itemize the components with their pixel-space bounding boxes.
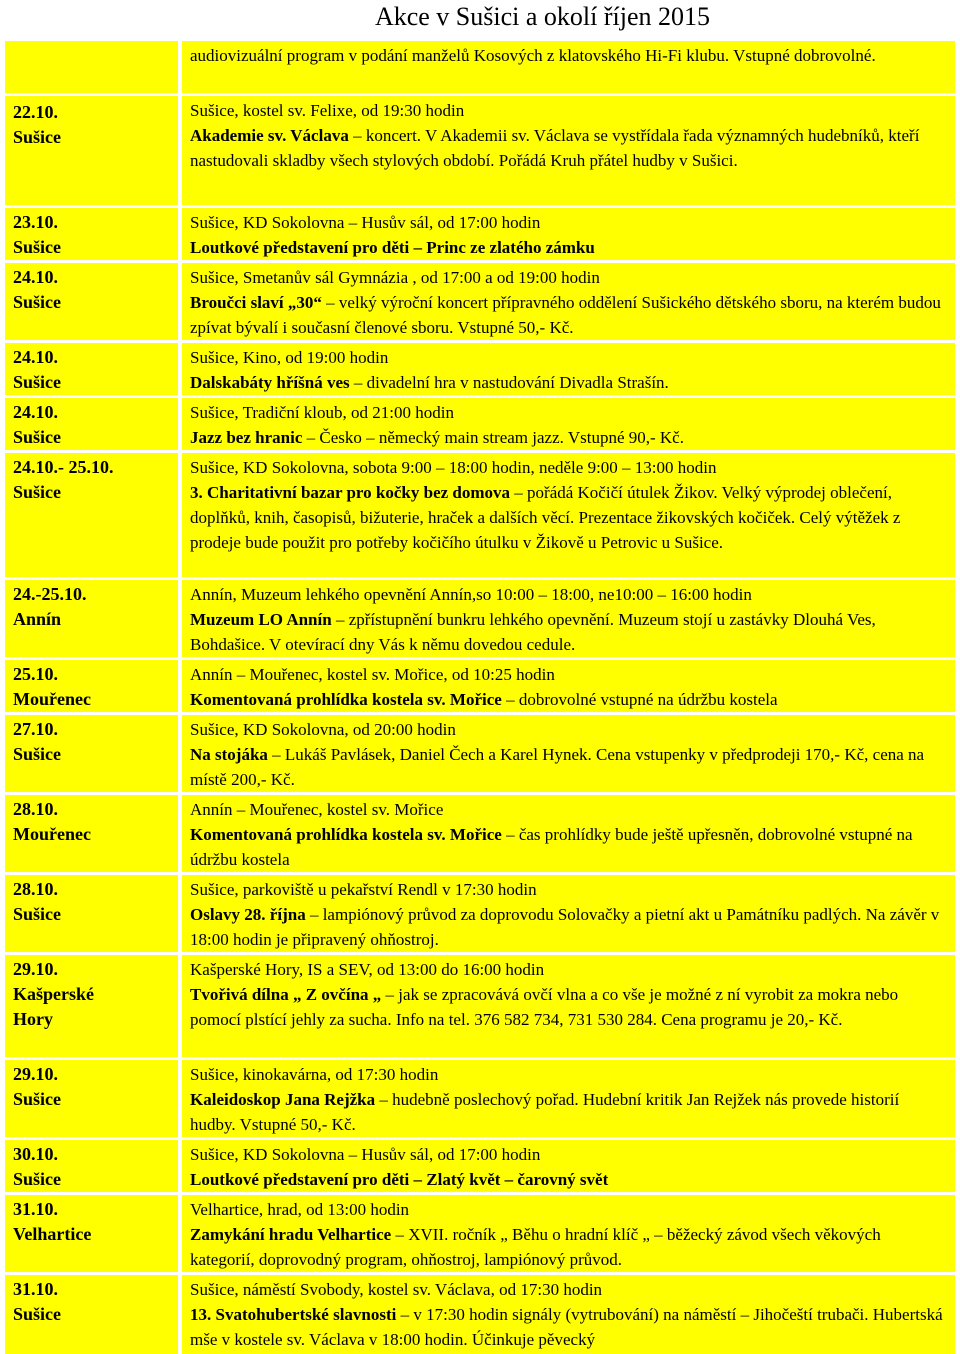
event-place: Sušice — [13, 237, 62, 257]
event-text — [190, 235, 949, 260]
event-place: Sušice — [13, 1169, 62, 1189]
event-text — [190, 1302, 949, 1352]
event-cell — [182, 715, 955, 792]
event-location: Kašperské Hory, IS a SEV, od 13:00 do 16:00 hodin — [190, 960, 545, 979]
date-cell — [5, 453, 178, 577]
date-cell — [5, 343, 178, 395]
table-row — [5, 795, 955, 872]
event-date: 22.10. — [13, 102, 58, 122]
event-date: 27.10. — [13, 719, 58, 739]
event-cell — [182, 1195, 955, 1272]
table-row — [5, 208, 955, 260]
table-row — [5, 715, 955, 792]
event-description: – pořádá Kočičí útulek Žikov. Velký výprodej oblečení, doplňků, knih, časopisů, bižuterie, hraček a dalších věcí. Prezentace žikovských kočiček. Celý výtěžek z prodeje bude použit pro potřeby kočičího útulku v Žikově u Petrovic u Sušice. — [190, 483, 901, 552]
event-cell — [182, 1275, 955, 1354]
event-title: 13. Svatohubertské slavnosti — [190, 1305, 397, 1324]
event-description: – velký výroční koncert přípravného oddělení Sušického dětského sboru, na kterém budou zpívat bývalí i současní členové sboru. Vstupné 50,- Kč. — [190, 293, 941, 337]
event-text — [190, 290, 949, 340]
table-row — [5, 96, 955, 205]
event-description: – Česko – německý main stream jazz. Vstupné 90,- Kč. — [302, 428, 684, 447]
event-description: – hudebně poslechový pořad. Hudební kritik Jan Rejžek nás provede historií hudby. Vstupné 50,- Kč. — [190, 1090, 900, 1134]
event-place: Mouřenec — [13, 824, 91, 844]
event-title: Tvořivá dílna „ Z ovčína „ — [190, 985, 382, 1004]
event-location: Sušice, Smetanův sál Gymnázia , od 17:00 a od 19:00 hodin — [190, 268, 600, 287]
table-row — [5, 1275, 955, 1354]
event-text — [190, 687, 949, 712]
event-date: 29.10. — [13, 959, 58, 979]
event-text — [190, 902, 949, 952]
event-description: – zpřístupnění bunkru lehkého opevnění. Muzeum stojí u zastávky Dlouhá Ves, Bohdašice. V otevírací dny Vás k němu dovedou cedule. — [190, 610, 876, 654]
event-title: Muzeum LO Annín — [190, 610, 332, 629]
event-location: Annín, Muzeum lehkého opevnění Annín,so 10:00 – 18:00, ne10:00 – 16:00 hodin — [190, 585, 752, 604]
event-cell — [182, 660, 955, 712]
event-place: Velhartice — [13, 1224, 92, 1244]
event-title: Oslavy 28. října — [190, 905, 306, 924]
table-row — [5, 1140, 955, 1192]
event-location: Sušice, KD Sokolovna, od 20:00 hodin — [190, 720, 456, 739]
event-text — [190, 742, 949, 792]
event-location: Annín – Mouřenec, kostel sv. Mořice — [190, 800, 444, 819]
table-row — [5, 1060, 955, 1137]
event-cell — [182, 208, 955, 260]
event-title: Akademie sv. Václava — [190, 126, 349, 145]
event-text — [190, 822, 949, 872]
event-cell — [182, 263, 955, 340]
event-title: Broučci slaví „30“ — [190, 293, 322, 312]
event-location: audiovizuální program v podání manželů Kosových z klatovského Hi-Fi klubu. Vstupné dobrovolné. — [190, 46, 876, 65]
event-cell — [182, 398, 955, 450]
event-text — [190, 123, 949, 173]
event-location: Sušice, KD Sokolovna, sobota 9:00 – 18:00 hodin, neděle 9:00 – 13:00 hodin — [190, 458, 717, 477]
event-location: Sušice, Tradiční kloub, od 21:00 hodin — [190, 403, 454, 422]
event-place: Kašperské Hory — [13, 984, 94, 1029]
event-location: Sušice, kostel sv. Felixe, od 19:30 hodin — [190, 101, 465, 120]
page-title: Akce v Sušici a okolí říjen 2015 — [374, 2, 710, 31]
table-row — [5, 343, 955, 395]
event-title: Komentovaná prohlídka kostela sv. Mořice — [190, 825, 502, 844]
event-text — [190, 425, 949, 450]
date-cell — [5, 1140, 178, 1192]
event-text — [190, 1222, 949, 1272]
event-date: 25.10. — [13, 664, 58, 684]
event-cell — [182, 795, 955, 872]
event-place: Sušice — [13, 292, 62, 312]
event-place: Annín — [13, 609, 62, 629]
event-text — [190, 1167, 949, 1192]
event-place: Sušice — [13, 744, 62, 764]
event-date: 30.10. — [13, 1144, 58, 1164]
event-description: – v 17:30 hodin signály (vytrubování) na náměstí – Jihočeští trubači. Hubertská mše v kostele sv. Václava v 18:00 hodin. Účinkuje pěvecký — [190, 1305, 943, 1349]
event-location: Sušice, náměstí Svobody, kostel sv. Václava, od 17:30 hodin — [190, 1280, 603, 1299]
table-row — [5, 660, 955, 712]
event-date: 24.10.- 25.10. — [13, 457, 114, 477]
event-title: Komentovaná prohlídka kostela sv. Mořice — [190, 690, 502, 709]
event-description: – dobrovolné vstupné na údržbu kostela — [501, 690, 778, 709]
event-cell — [182, 955, 955, 1057]
table-row — [5, 41, 955, 93]
event-location: Sušice, parkoviště u pekařství Rendl v 17:30 hodin — [190, 880, 537, 899]
date-cell — [5, 660, 178, 712]
event-title: Zamykání hradu Velhartice — [190, 1225, 392, 1244]
event-date: 24.10. — [13, 347, 58, 367]
event-place: Sušice — [13, 127, 62, 147]
event-cell — [182, 96, 955, 205]
date-cell — [5, 955, 178, 1057]
event-location: Sušice, Kino, od 19:00 hodin — [190, 348, 389, 367]
table-row — [5, 875, 955, 952]
table-row — [5, 453, 955, 577]
date-cell — [5, 96, 178, 205]
event-title: Loutkové představení pro děti – Zlatý květ – čarovný svět — [190, 1170, 609, 1189]
event-text — [190, 370, 949, 395]
event-date: 28.10. — [13, 799, 58, 819]
event-place: Sušice — [13, 1304, 62, 1324]
event-place: Sušice — [13, 1089, 62, 1109]
event-date: 24.10. — [13, 402, 58, 422]
event-title: Na stojáka — [190, 745, 268, 764]
event-title: Jazz bez hranic — [190, 428, 303, 447]
event-date: 28.10. — [13, 879, 58, 899]
event-cell — [182, 580, 955, 657]
date-cell — [5, 1060, 178, 1137]
table-row — [5, 398, 955, 450]
date-cell — [5, 580, 178, 657]
event-cell — [182, 343, 955, 395]
event-title: 3. Charitativní bazar pro kočky bez domova — [190, 483, 511, 502]
event-place: Mouřenec — [13, 689, 91, 709]
event-cell — [182, 875, 955, 952]
event-description: – jak se zpracovává ovčí vlna a co vše je možné z ní vyrobit za mokra nebo pomocí plstící jehly za sucha. Info na tel. 376 582 734, 731 530 284. Cena programu je 20,- Kč. — [190, 985, 899, 1029]
event-description: – XVII. ročník „ Běhu o hradní klíč „ – běžecký závod všech věkových kategorií, doprovodný program, ohňostroj, lampiónový průvod. — [190, 1225, 881, 1269]
date-cell — [5, 398, 178, 450]
event-description: – čas prohlídky bude ještě upřesněn, dobrovolné vstupné na údržbu kostela — [190, 825, 913, 869]
event-text — [190, 480, 949, 555]
event-description: – Lukáš Pavlásek, Daniel Čech a Karel Hynek. Cena vstupenky v předprodeji 170,- Kč, cena na místě 200,- Kč. — [190, 745, 925, 789]
event-location: Sušice, KD Sokolovna – Husův sál, od 17:00 hodin — [190, 1145, 541, 1164]
event-date: 23.10. — [13, 212, 58, 232]
event-cell — [182, 453, 955, 577]
event-text — [190, 982, 949, 1032]
date-cell — [5, 875, 178, 952]
date-cell — [5, 1275, 178, 1354]
event-description: – lampiónový průvod za doprovodu Solovačky a pietní akt u Památníku padlých. Na závěr v 18:00 hodin je připravený ohňostroj. — [190, 905, 940, 949]
event-date: 24.10. — [13, 267, 58, 287]
date-cell — [5, 1195, 178, 1272]
event-text — [190, 1087, 949, 1137]
event-cell — [182, 1060, 955, 1137]
table-row — [5, 263, 955, 340]
event-place: Sušice — [13, 904, 62, 924]
date-cell — [5, 208, 178, 260]
event-date: 31.10. — [13, 1279, 58, 1299]
event-title: Kaleidoskop Jana Rejžka — [190, 1090, 376, 1109]
event-title: Loutkové představení pro děti – Princ ze zlatého zámku — [190, 238, 595, 257]
event-place: Sušice — [13, 482, 62, 502]
date-cell — [5, 263, 178, 340]
event-location: Sušice, KD Sokolovna – Husův sál, od 17:00 hodin — [190, 213, 541, 232]
event-text — [190, 607, 949, 657]
event-location: Sušice, kinokavárna, od 17:30 hodin — [190, 1065, 439, 1084]
event-description: – divadelní hra v nastudování Divadla Strašín. — [349, 373, 669, 392]
table-row — [5, 955, 955, 1057]
event-location: Velhartice, hrad, od 13:00 hodin — [190, 1200, 410, 1219]
event-cell — [182, 41, 955, 93]
table-row — [5, 1195, 955, 1272]
event-date: 29.10. — [13, 1064, 58, 1084]
event-date: 24.-25.10. — [13, 584, 87, 604]
event-description: – koncert. V Akademii sv. Václava se vystřídala řada významných hudebníků, kteří nastudovali skladby všech stylových období. Pořádá Kruh přátel hudby v Sušici. — [190, 126, 920, 170]
event-place: Sušice — [13, 427, 62, 447]
event-place: Sušice — [13, 372, 62, 392]
event-cell — [182, 1140, 955, 1192]
event-title: Dalskabáty hříšná ves — [190, 373, 350, 392]
date-cell — [5, 795, 178, 872]
date-cell — [5, 41, 178, 93]
event-location: Annín – Mouřenec, kostel sv. Mořice, od 10:25 hodin — [190, 665, 555, 684]
date-cell — [5, 715, 178, 792]
event-date: 31.10. — [13, 1199, 58, 1219]
table-row — [5, 580, 955, 657]
